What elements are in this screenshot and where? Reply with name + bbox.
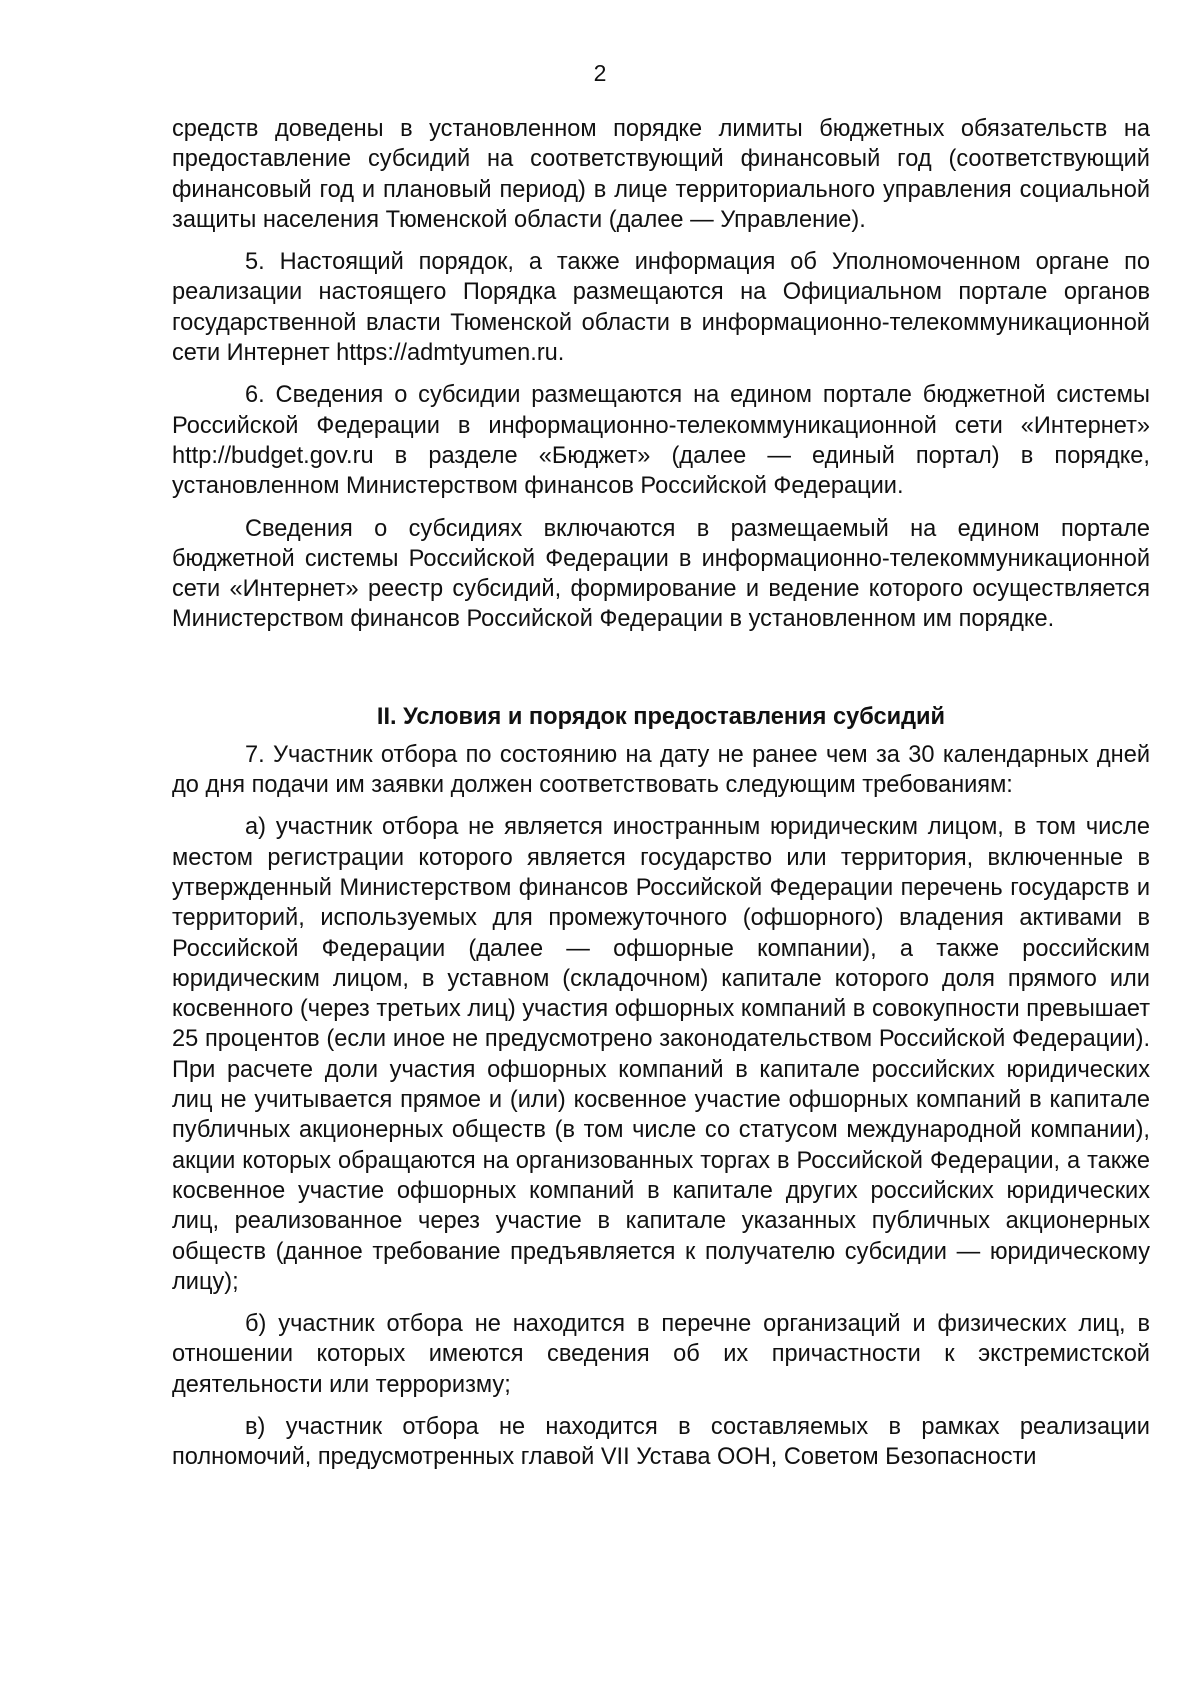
paragraph-7-a: а) участник отбора не является иностранным юридическим лицом, в том числе местом регистрации которого является государство или территория, включенные в утвержденный Министерством финансов Российской Федерации перечень государств и территорий, используемых для промежуточного (офшорного) владения активами в Российской Федерации (далее — офшорные компании), а также российским юридическим лицом, в уставном (складочном) капитале которого доля прямого или косвенного (через третьих лиц) участия офшорных компаний в совокупности превышает 25 процентов (если иное не предусмотрено законодательством Российской Федерации). При расчете доли участия офшорных компаний в капитале российских юридических лиц не учитывается прямое и (или) косвенное участие офшорных компаний в капитале публичных акционерных обществ (в том числе со статусом международной компании), акции которых обращаются на организованных торгах в Российской Федерации, а также косвенное участие офшорных компаний в капитале других российских юридических лиц, реализованное через участие в капитале указанных публичных акционерных обществ (данное требование предъявляется к получателю субсидии — юридическому лицу); xyxy=(172,814,1150,1295)
paragraph-6-continued: Сведения о субсидиях включаются в размещаемый на едином портале бюджетной системы Российской Федерации в информационно-телекоммуникационной сети «Интернет» реестр субсидий, формирование и ведение которого осуществляется Министерством финансов Российской Федерации в установленном им порядке. xyxy=(172,515,1150,633)
paragraph-7-c: в) участник отбора не находится в составляемых в рамках реализации полномочий, предусмотренных главой VII Устава ООН, Советом Безопасности xyxy=(172,1413,1150,1471)
paragraph-7: 7. Участник отбора по состоянию на дату не ранее чем за 30 календарных дней до дня подачи им заявки должен соответствовать следующим требованиям: xyxy=(172,741,1150,799)
document-body xyxy=(172,114,1150,1485)
paragraph-6: 6. Сведения о субсидии размещаются на едином портале бюджетной системы Российской Федерации в информационно-телекоммуникационной сети «Интернет» http://budget.gov.ru в разделе «Бюджет» (далее — единый портал) в порядке, установленном Министерством финансов Российской Федерации. xyxy=(172,382,1150,500)
section-heading: II. Условия и порядок предоставления субсидий xyxy=(376,703,946,730)
page-number: 2 xyxy=(593,60,607,86)
paragraph-continuation: средств доведены в установленном порядке лимиты бюджетных обязательств на предоставление субсидий на соответствующий финансовый год (соответствующий финансовый год и плановый период) в лице территориального управления социальной защиты населения Тюменской области (далее — Управление). xyxy=(172,116,1150,233)
paragraph-7-b: б) участник отбора не находится в перечне организаций и физических лиц, в отношении которых имеются сведения об их причастности к экстремистской деятельности или терроризму; xyxy=(172,1311,1150,1398)
paragraph-5: 5. Настоящий порядок, а также информация об Уполномоченном органе по реализации настоящего Порядка размещаются на Официальном портале органов государственной власти Тюменской области в информационно-телекоммуникационной сети Интернет https://admtyumen.ru. xyxy=(172,249,1150,367)
